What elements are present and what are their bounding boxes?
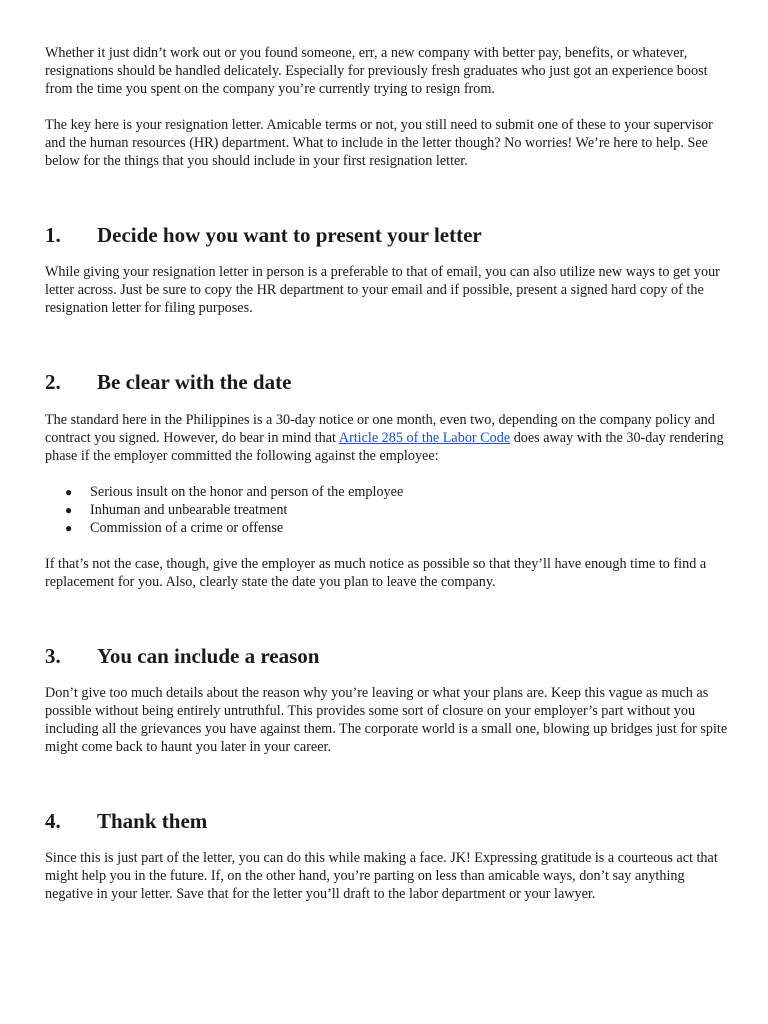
section-3-title: You can include a reason bbox=[97, 644, 320, 668]
section-1-title: Decide how you want to present your letter bbox=[97, 223, 482, 247]
section-3-number: 3. bbox=[45, 644, 61, 668]
section-2-body-after-link: does away with the 30-day rendering phase if the employer committed the following against the employee: bbox=[45, 430, 724, 464]
list-item bbox=[65, 501, 728, 519]
bullet-icon: ● bbox=[65, 485, 73, 499]
section-3-body: Don’t give too much details about the reason why you’re leaving or what your plans are. Keep this vague as much as possible without being entirely untruthful. This provides some sort of closure on your employer’s part without you including all the grievances you have against them. The corporate world is a small one, blowing up bridges just for spite might come back to haunt you later in your career. bbox=[45, 685, 728, 755]
intro-paragraph-1: Whether it just didn’t work out or you found someone, err, a new company with better pay, benefits, or whatever, resignations should be handled delicately. Especially for previously fresh graduates who just got an experience boost from the time you spent on the company you’re currently trying to resign from. bbox=[45, 45, 708, 97]
section-2-body-2: If that’s not the case, though, give the employer as much notice as possible so that they’ll have enough time to find a replacement for you. Also, clearly state the date you plan to leave the company. bbox=[45, 556, 707, 590]
section-4-body: Since this is just part of the letter, you can do this while making a face. JK! Expressing gratitude is a courteous act that might help you in the future. If, on the other hand, you’re parting on less than amicable ways, don’t say anything negative in your letter. Save that for the letter you’ll draft to the labor department or your lawyer. bbox=[45, 850, 718, 902]
bullet-icon: ● bbox=[65, 521, 73, 535]
list-item-text: Serious insult on the honor and person of the employee bbox=[90, 484, 404, 500]
section-1-number: 1. bbox=[45, 223, 61, 247]
section-2-number: 2. bbox=[45, 370, 61, 394]
section-2-heading bbox=[45, 369, 728, 395]
section-2-bullet-list bbox=[45, 483, 728, 537]
list-item bbox=[65, 519, 728, 537]
section-1-heading bbox=[45, 222, 728, 248]
section-3-heading bbox=[45, 643, 728, 669]
intro-paragraph-2: The key here is your resignation letter. Amicable terms or not, you still need to submit one of these to your supervisor and the human resources (HR) department. What to include in the letter though? No worries! We’re here to help. See below for the things that you should include in your first resignation letter. bbox=[45, 117, 713, 169]
section-1-body: While giving your resignation letter in person is a preferable to that of email, you can also utilize new ways to get your letter across. Just be sure to copy the HR department to your email and if possible, present a signed hard copy of the resignation letter for filing purposes. bbox=[45, 264, 720, 316]
section-2-body bbox=[45, 411, 728, 465]
bullet-icon: ● bbox=[65, 503, 73, 517]
section-4-number: 4. bbox=[45, 809, 61, 833]
section-4-title: Thank them bbox=[97, 809, 208, 833]
section-2-title: Be clear with the date bbox=[97, 370, 292, 394]
section-2-body-before-link: The standard here in the Philippines is a 30-day notice or one month, even two, depending on the company policy and contract you signed. However, do bear in mind that bbox=[45, 412, 715, 446]
section-4-heading bbox=[45, 808, 728, 834]
list-item-text: Commission of a crime or offense bbox=[90, 520, 284, 536]
list-item-text: Inhuman and unbearable treatment bbox=[90, 502, 288, 518]
labor-code-article-link[interactable]: Article 285 of the Labor Code bbox=[338, 430, 511, 446]
list-item bbox=[65, 483, 728, 501]
